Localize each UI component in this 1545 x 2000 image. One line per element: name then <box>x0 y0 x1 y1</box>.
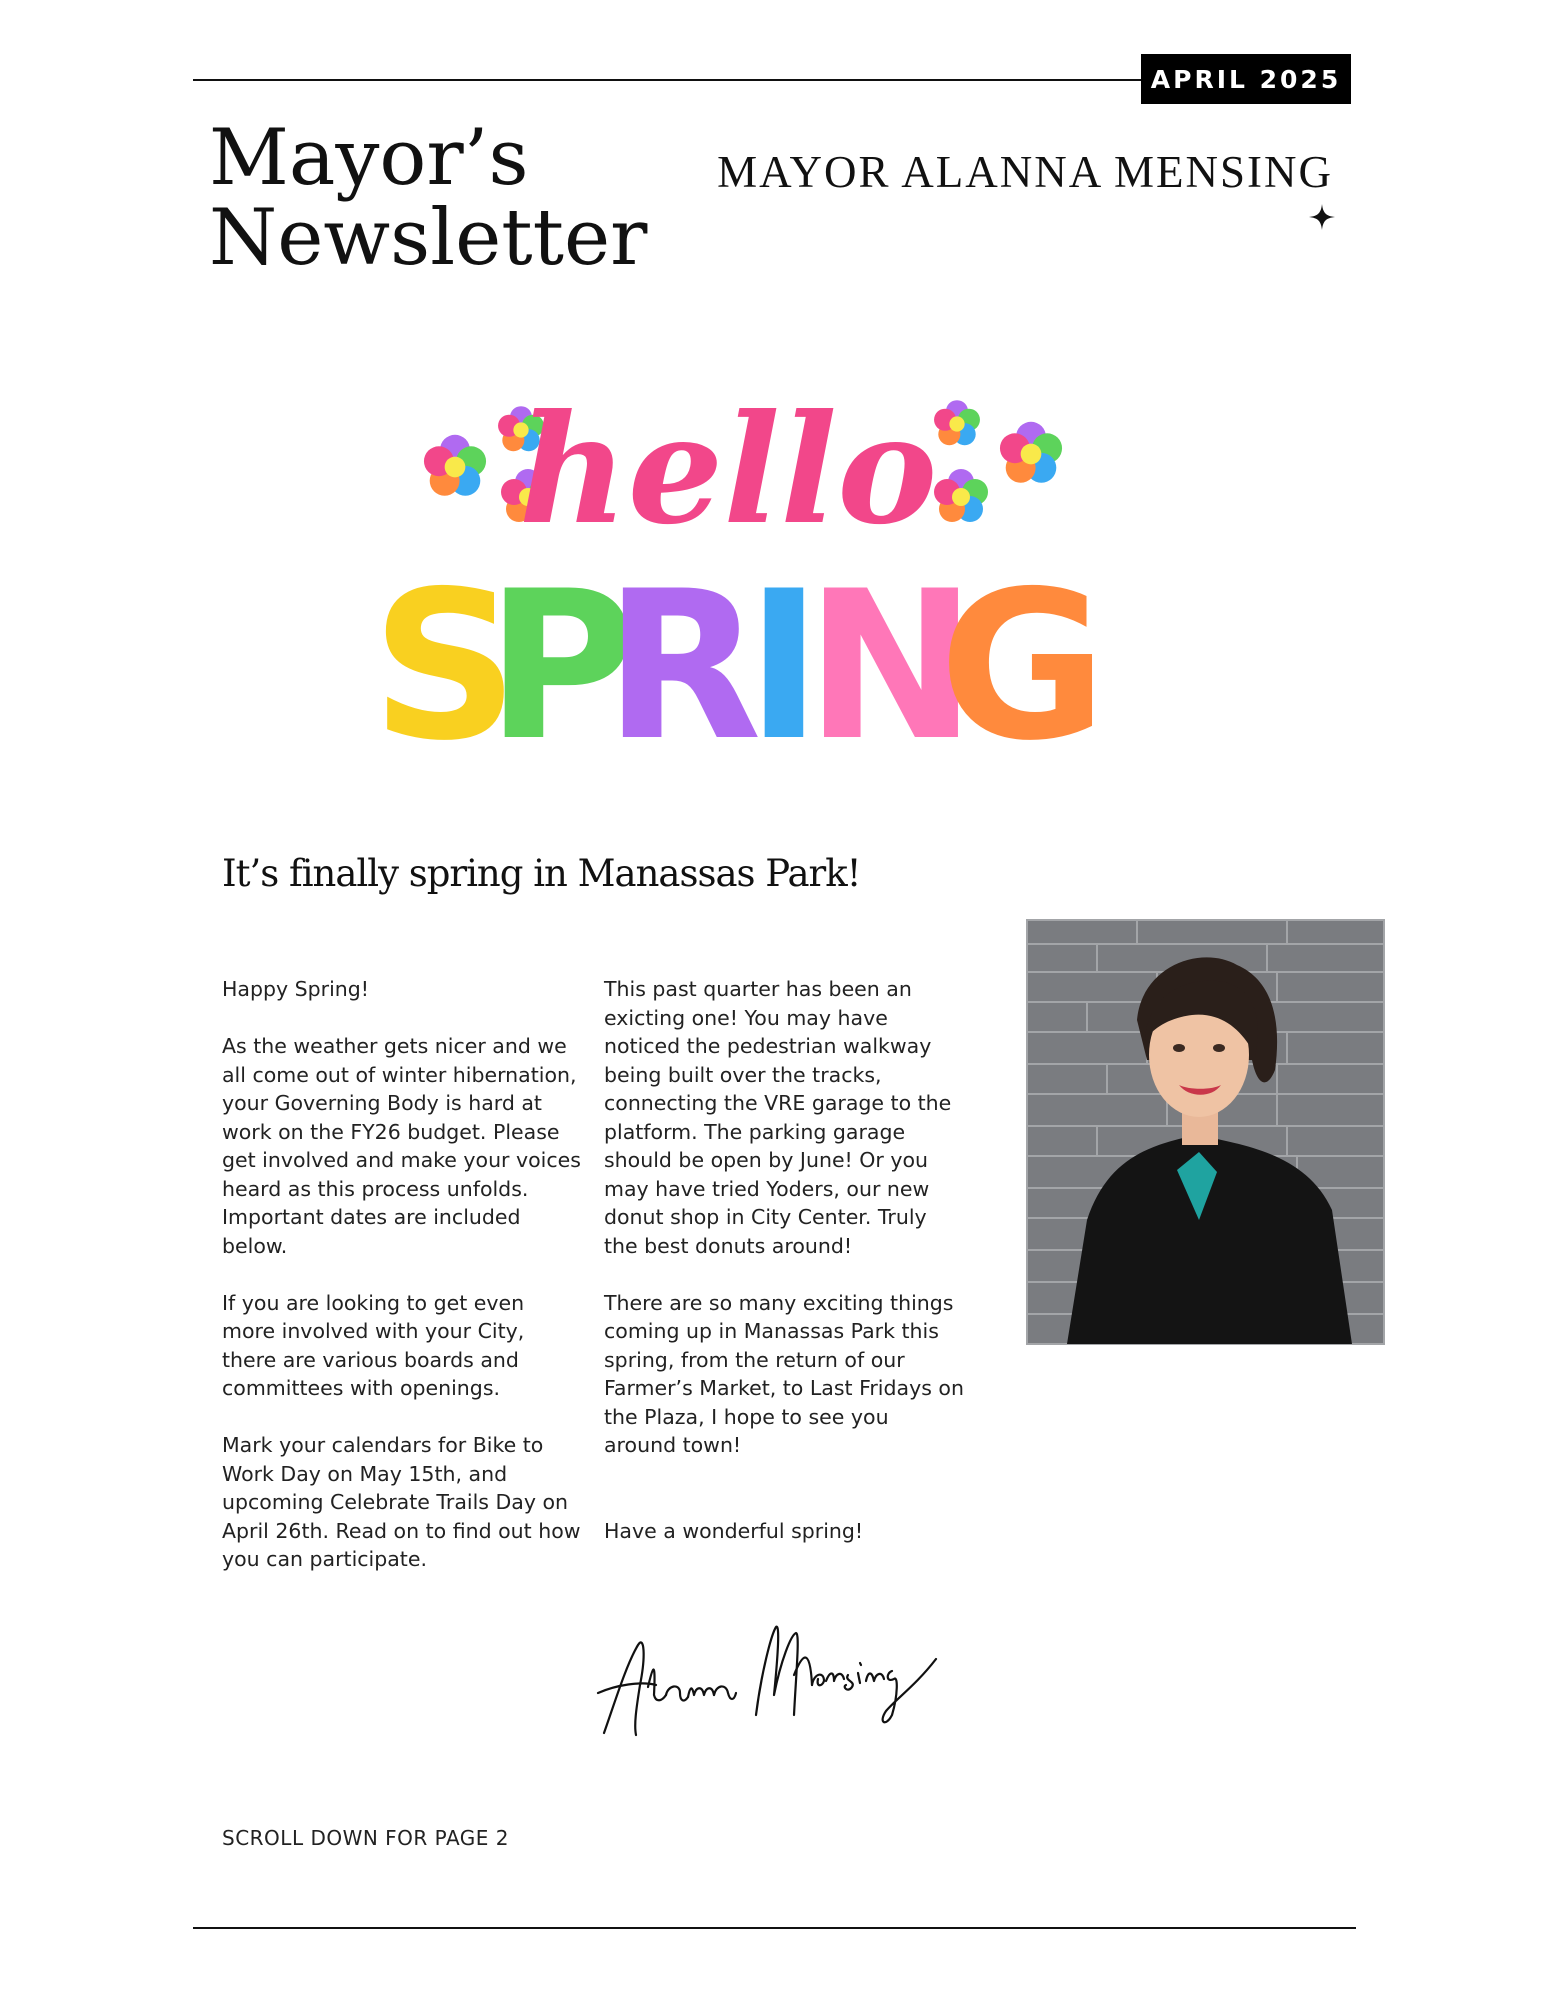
newsletter-title <box>209 113 648 283</box>
hello-spring-graphic <box>371 362 1108 786</box>
date-badge: APRIL 2025 <box>1141 54 1351 104</box>
paragraph: Mark your calendars for Bike to Work Day on May 15th, and upcoming Celebrate Trails Day on April 26th. Read on to find out how you can participate. <box>222 1433 581 1571</box>
spring-letter: I <box>745 548 823 786</box>
scroll-hint: SCROLL DOWN FOR PAGE 2 <box>222 1826 510 1850</box>
spring-letter: P <box>485 548 637 786</box>
article-column-left <box>222 975 582 1602</box>
title-line-2: Newsletter <box>209 193 648 283</box>
flower-icon <box>424 435 486 496</box>
article-headline: It’s finally spring in Manassas Park! <box>222 852 861 895</box>
mayor-name: MAYOR ALANNA MENSING <box>717 147 1333 197</box>
spring-letter: N <box>805 548 977 786</box>
paragraph: Have a wonderful spring! <box>604 1518 864 1543</box>
paragraph: This past quarter has been an exicting one! You may have noticed the pedestrian walkway being built over the tracks, connecting the VRE garage to the platform. The parking garage should be open by June! Or you may have tried Yoders, our new donut shop in City Center. Truly the best donuts around! <box>604 977 952 1258</box>
mayor-signature <box>596 1615 942 1745</box>
paragraph: There are so many exciting things coming up in Manassas Park this spring, from the return of our Farmer’s Market, to Last Fridays on the Plaza, I hope to see you around town! <box>604 1290 964 1457</box>
paragraph: As the weather gets nicer and we all come out of winter hibernation, your Governing Body is hard at work on the FY26 budget. Please get involved and make your voices heard as this process unfolds. Important dates are included below. <box>222 1034 581 1258</box>
spring-letter: G <box>938 548 1108 786</box>
flower-icon <box>934 400 980 445</box>
bottom-divider <box>193 1927 1356 1929</box>
title-line-1: Mayor’s <box>209 113 529 203</box>
paragraph: Happy Spring! <box>222 977 370 1001</box>
flower-icon <box>934 469 988 522</box>
spring-letter: S <box>371 548 519 786</box>
spring-letter: R <box>604 548 762 786</box>
sparkle-icon <box>1309 204 1335 230</box>
top-divider <box>193 79 1141 81</box>
mayor-portrait-photo <box>1027 920 1384 1344</box>
hello-word: hello <box>518 382 938 558</box>
flower-icon <box>1000 422 1062 483</box>
article-column-right <box>604 975 964 1574</box>
paragraph: If you are looking to get even more involved with your City, there are various boards and committees with openings. <box>222 1290 525 1400</box>
